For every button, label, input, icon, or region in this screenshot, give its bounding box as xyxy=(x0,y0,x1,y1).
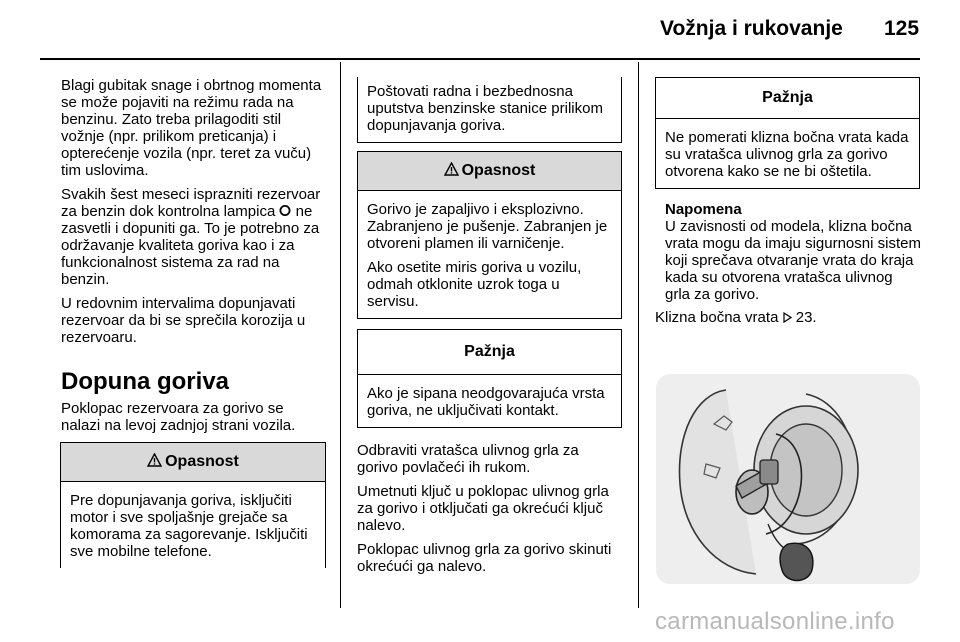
instructions xyxy=(357,442,622,575)
column-3 xyxy=(655,77,921,333)
caution-box xyxy=(655,77,920,189)
column-divider xyxy=(638,62,639,608)
caution-box-header: Pažnja xyxy=(656,78,919,119)
note xyxy=(665,201,921,303)
paragraph: U redovnim intervalima dopunjavati rezervoar da bi se sprečila korozija u rezervoaru. xyxy=(61,295,306,346)
paragraph: Umetnuti ključ u poklopac ulivnog grla za gorivo i otključati ga okrećući ključ nalevo. xyxy=(357,483,609,534)
paragraph: Poklopac ulivnog grla za gorivo skinuti okrećući ga nalevo. xyxy=(357,541,612,575)
danger-box-body: Gorivo je zapaljivo i eksplozivno. Zabranjeno je pušenje. Zabranjen je otvoreni plamen ili varničenje. Ako osetite miris goriva u vozilu, odmah otklonite uzrok toga u servisu. xyxy=(367,201,608,310)
header-title: Vožnja i rukovanje xyxy=(660,17,843,40)
page-number: 125 xyxy=(884,17,920,40)
fuel-lamp-icon xyxy=(279,204,291,217)
column-divider xyxy=(340,62,341,608)
fuel-filler-illustration xyxy=(656,374,920,584)
paragraph: Blagi gubitak snage i obrtnog momenta se može pojaviti na režimu rada na benzinu. Zato treba prilagoditi stil vožnje (npr. prilikom preticanja) i opterećenje vozila (npr. teret za vuču) tim uslovima. xyxy=(61,77,322,179)
danger-box-header: Opasnost xyxy=(358,152,621,191)
danger-box-header: Opasnost xyxy=(61,443,325,482)
column-2 xyxy=(357,77,622,582)
paragraph: Poklopac rezervoara za gorivo se nalazi na levoj zadnjoj strani vozila. xyxy=(61,400,296,434)
continued-box-body: Poštovati radna i bezbednosna uputstva benzinske stanice prilikom dopunjavanja goriva. xyxy=(367,83,603,134)
paragraph: Odbraviti vratašca ulivnog grla za gorivo povlačeći ih rukom. xyxy=(357,442,579,476)
caution-box-header: Pažnja xyxy=(358,330,621,375)
note-title: Napomena xyxy=(665,201,742,218)
continued-box xyxy=(357,77,622,143)
danger-box xyxy=(357,151,622,319)
paragraph: Svakih šest meseci isprazniti rezervoar za benzin dok kontrolna lampica ne zasvetli i dopuniti ga. To je potrebno za održavanje kvaliteta goriva kao i za funkcionalnost sistema za rad na benzin. xyxy=(61,186,321,288)
danger-box-body: Pre dopunjavanja goriva, isključiti motor i sve spoljašnje grejače sa komorama za sagorevanje. Isključiti sve mobilne telefone. xyxy=(70,492,308,560)
danger-box xyxy=(60,442,326,568)
caution-box-body: Ako je sipana neodgovarajuća vrsta goriva, ne uključivati kontakt. xyxy=(367,385,605,419)
cross-reference: Klizna bočna vrata 23. xyxy=(655,309,817,326)
arrow-right-icon xyxy=(783,312,792,323)
caution-box-body: Ne pomerati klizna bočna vrata kada su vratašca ulivnog grla za gorivo otvorena kako se ne bi oštetila. xyxy=(665,129,909,180)
warning-triangle-icon xyxy=(147,453,162,467)
column-1 xyxy=(61,77,326,568)
section-heading: Dopuna goriva xyxy=(61,368,230,395)
warning-triangle-icon xyxy=(444,162,459,176)
header-rule xyxy=(40,58,920,60)
caution-box xyxy=(357,329,622,428)
note-text: U zavisnosti od modela, klizna bočna vrata mogu da imaju sigurnosni sistem koji sprečava otvaranje vrata do kraja kada su otvorena vratašca ulivnog grla za gorivo. xyxy=(665,218,921,303)
watermark: carmanualsonline.info xyxy=(655,608,895,635)
fuel-filler-drawing xyxy=(656,374,920,584)
